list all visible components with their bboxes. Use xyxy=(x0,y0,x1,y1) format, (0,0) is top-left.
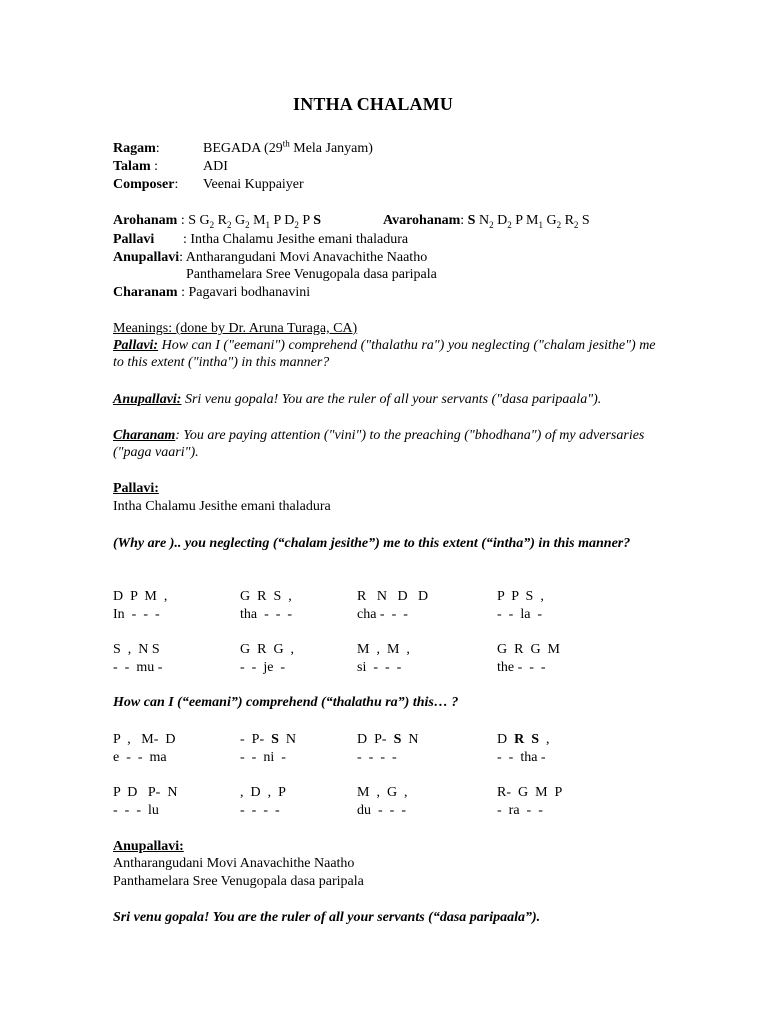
sahitya-cell: - - - lu xyxy=(113,803,159,818)
swara-cell: P P S , xyxy=(497,589,544,604)
talam-colon: : xyxy=(150,159,158,174)
pallavi-summary-label: Pallavi xyxy=(113,232,155,247)
swara-cell: M , G , xyxy=(357,785,408,800)
meaning-pallavi-label: Pallavi: xyxy=(113,338,159,353)
anupallavi-summary-label: Anupallavi xyxy=(113,250,180,265)
anupallavi-summary-row xyxy=(113,249,427,266)
composer-label: Composer xyxy=(113,177,175,192)
sahitya-cell: In - - - xyxy=(113,607,160,622)
charanam-summary-text: : Pagavari bodhanavini xyxy=(177,285,311,300)
composer-colon: : xyxy=(174,177,179,192)
meaning-charanam-text: : You are paying attention ("vini") to the preaching ("bhodhana") of my adversaries ("paga vaari"). xyxy=(113,428,645,460)
swara-cell: D P- S N xyxy=(357,732,419,747)
page-title: INTHA CHALAMU xyxy=(293,94,454,114)
anupallavi-line-1: Antharangudani Movi Anavachithe Naatho xyxy=(113,856,355,871)
meaning-pallavi-text: How can I ("eemani") comprehend ("thalathu ra") you neglecting ("chalam jesithe") me to this extent ("intha") in this manner? xyxy=(113,338,656,370)
anupallavi-meaning: Sri venu gopala! You are the ruler of all your servants (“dasa paripaala”). xyxy=(113,910,541,925)
ragam-colon: : xyxy=(155,141,160,156)
ragam-value: BEGADA (29th Mela Janyam) xyxy=(203,138,373,156)
swara-cell: D P M , xyxy=(113,589,168,604)
pallavi-heading: Pallavi: xyxy=(113,481,159,496)
sahitya-cell: - ra - - xyxy=(497,803,543,818)
pallavi-text: Intha Chalamu Jesithe emani thaladura xyxy=(113,499,331,514)
meaning-charanam xyxy=(113,427,658,461)
sahitya-cell: e - - ma xyxy=(113,750,167,765)
avarohanam-swaras: S $N_2$ $D_2$ P $M_1$ $G_2$ $R_2$ S xyxy=(467,213,590,230)
swara-cell: P D P- N xyxy=(113,785,178,800)
ragam-row xyxy=(113,140,160,157)
sahitya-cell: - - - - xyxy=(240,803,280,818)
swara-cell: G R G M xyxy=(497,642,561,657)
pallavi-meaning-1: (Why are ).. you neglecting (“chalam jesithe”) me to this extent (“intha”) in this manner? xyxy=(113,536,631,551)
swara-cell: - P- S N xyxy=(240,732,297,747)
anupallavi-heading: Anupallavi: xyxy=(113,839,184,854)
talam-label: Talam xyxy=(113,159,151,174)
arohanam-swaras: S $G_2$ $R_2$ $G_2$ $M_1$ P $D_2$ P S xyxy=(188,213,321,230)
swara-cell: S , N S xyxy=(113,642,160,657)
sahitya-cell: - - tha - xyxy=(497,750,546,765)
swara-cell: P , M- D xyxy=(113,732,176,747)
composer-row xyxy=(113,176,178,193)
anupallavi-summary-text2: Panthamelara Sree Venugopala dasa paripala xyxy=(186,267,437,282)
swara-cell: R- G M P xyxy=(497,785,563,800)
pallavi-summary-text: : Intha Chalamu Jesithe emani thaladura xyxy=(183,232,409,247)
talam-value: ADI xyxy=(203,159,228,174)
sahitya-cell: - - mu - xyxy=(113,660,163,675)
pallavi-summary-row xyxy=(113,231,154,248)
talam-row xyxy=(113,158,158,175)
sahitya-cell: - - la - xyxy=(497,607,543,622)
charanam-summary-row xyxy=(113,284,310,301)
arohanam-label: Arohanam xyxy=(113,213,178,228)
anupallavi-line-2: Panthamelara Sree Venugopala dasa paripala xyxy=(113,874,364,889)
sahitya-cell: - - - - xyxy=(357,750,397,765)
ragam-label: Ragam xyxy=(113,141,156,156)
arohanam-row: Arohanam : S $G_2$ $R_2$ $G_2$ $M_1$ P $D_2$ P S xyxy=(113,213,321,230)
charanam-summary-label: Charanam xyxy=(113,285,178,300)
swara-cell: R N D D xyxy=(357,589,429,604)
sahitya-cell: cha - - - xyxy=(357,607,408,622)
sahitya-cell: - - ni - xyxy=(240,750,286,765)
pallavi-meaning-2: How can I (“eemani”) comprehend (“thalathu ra”) this… ? xyxy=(113,695,459,710)
swara-cell: D R S , xyxy=(497,732,550,747)
avarohanam-label: Avarohanam xyxy=(383,213,461,228)
sahitya-cell: si - - - xyxy=(357,660,402,675)
swara-cell: G R G , xyxy=(240,642,295,657)
sahitya-cell: du - - - xyxy=(357,803,406,818)
anupallavi-summary-text1: : Antharangudani Movi Anavachithe Naatho xyxy=(179,250,428,265)
meaning-pallavi xyxy=(113,337,658,371)
sahitya-cell: tha - - - xyxy=(240,607,293,622)
swara-cell: G R S , xyxy=(240,589,292,604)
sahitya-cell: the - - - xyxy=(497,660,546,675)
avarohanam-row: Avarohanam: S $N_2$ $D_2$ P $M_1$ $G_2$ $R_2$ S xyxy=(383,213,590,230)
meaning-anupallavi xyxy=(113,391,658,408)
swara-cell: M , M , xyxy=(357,642,410,657)
composer-value: Veenai Kuppaiyer xyxy=(203,177,304,192)
meaning-anupallavi-text: Sri venu gopala! You are the ruler of all your servants ("dasa paripaala"). xyxy=(181,392,602,407)
meaning-charanam-label: Charanam xyxy=(113,428,176,443)
swara-cell: , D , P xyxy=(240,785,286,800)
meanings-heading: Meanings: (done by Dr. Aruna Turaga, CA) xyxy=(113,321,358,336)
sahitya-cell: - - je - xyxy=(240,660,286,675)
meaning-anupallavi-label: Anupallavi: xyxy=(113,392,182,407)
